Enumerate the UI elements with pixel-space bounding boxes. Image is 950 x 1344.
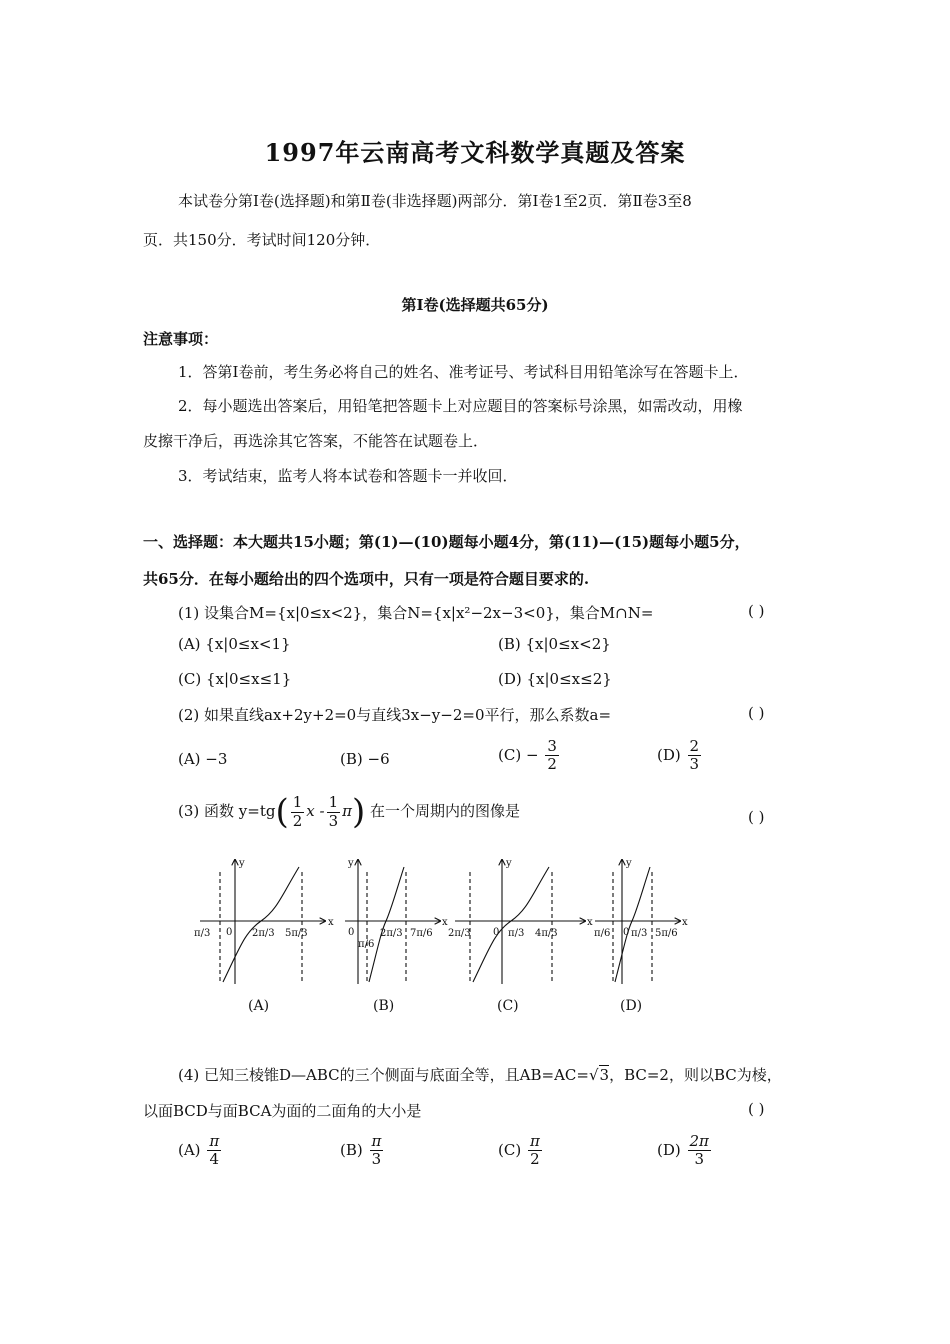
q2-option-c-label: (C) −: [498, 745, 539, 764]
graph-c-origin: 0: [493, 927, 500, 938]
section1-heading-cont: 共65分．在每小题给出的四个选项中，只有一项是符合题目要求的.: [143, 570, 590, 588]
q4-c-den: 2: [530, 1150, 540, 1169]
q3-answer-paren: ( ): [748, 808, 765, 826]
graph-c-tick-1: π/3: [508, 928, 525, 939]
graph-b-tick-3: 7π/6: [410, 928, 433, 939]
graph-d-tick-neg: π/6: [594, 928, 611, 939]
q3-number: (3): [178, 802, 200, 820]
graph-b-tick-2: 2π/3: [380, 928, 403, 939]
graph-label-d: (D): [620, 998, 643, 1014]
graph-b-tick-1: π/6: [358, 939, 375, 950]
intro-line-2: 页．共150分．考试时间120分钟．: [143, 231, 381, 249]
q2-option-c: [498, 738, 561, 774]
graph-c-x-axis-label: x: [587, 917, 593, 928]
q3-text-post: 在一个周期内的图像是: [370, 802, 521, 820]
graph-d-tick-2: 5π/6: [655, 928, 678, 939]
section1-heading: 一、选择题：本大题共15小题；第(1)—(10)题每小题4分，第(11)—(15)题每小题5分，: [143, 533, 750, 551]
graph-d-y-axis-label: y: [626, 858, 632, 869]
q1-stem: (1) 设集合M={x|0≤x<2}，集合N={x|x²−2x−3<0}，集合M∩N=: [178, 604, 654, 622]
q3-fraction-2: [327, 794, 341, 830]
sqrt-symbol: √: [588, 1066, 599, 1084]
q4-option-b-label: (B): [340, 1140, 363, 1159]
notice-item-3: 3．考试结束，监考人将本试卷和答题卡一并收回．: [178, 467, 518, 485]
graph-d-origin: 0: [623, 927, 630, 938]
graph-d: [595, 860, 680, 984]
graph-a-x-axis-label: x: [328, 917, 334, 928]
graph-a: [200, 860, 325, 984]
graph-label-c: (C): [497, 998, 519, 1014]
q4-option-b: [340, 1133, 385, 1169]
q2-answer-paren: ( ): [748, 704, 765, 722]
graph-b-y-axis-label: y: [348, 858, 354, 869]
q3-text-pre: 函数 y=tg: [204, 802, 276, 820]
q2-option-c-fraction: [545, 738, 559, 774]
q2-stem: (2) 如果直线ax+2y+2=0与直线3x−y−2=0平行，那么系数a=: [178, 706, 612, 724]
q3-graphs: [190, 852, 700, 1022]
q4-option-a-label: (A): [178, 1140, 201, 1159]
part1-heading: 第Ⅰ卷(选择题共65分): [401, 296, 549, 314]
q3-text-mid: x -: [306, 802, 325, 820]
notice-item-1: 1．答第Ⅰ卷前，考生务必将自己的姓名、准考证号、考试科目用铅笔涂写在答题卡上．: [178, 363, 749, 381]
q3-left-paren: (: [275, 792, 289, 832]
q4-option-c: [498, 1133, 544, 1169]
q4-sqrt-value: 3: [599, 1066, 610, 1084]
q1-option-c: (C) {x|0≤x≤1}: [178, 670, 292, 688]
q4-option-b-fraction: [370, 1133, 384, 1169]
graph-a-origin: 0: [226, 927, 233, 938]
q4-b-num: π: [371, 1132, 382, 1150]
q4-option-a: [178, 1133, 223, 1169]
q2-d-denominator: 3: [689, 755, 700, 774]
q2-option-d: [657, 738, 703, 774]
q2-d-numerator: 2: [689, 737, 700, 755]
q4-stem-pre: (4) 已知三棱锥D—ABC的三个侧面与底面全等，且AB=AC=: [178, 1066, 589, 1084]
q2-option-d-label: (D): [657, 745, 681, 764]
q1-option-a: (A) {x|0≤x<1}: [178, 635, 291, 653]
q1-option-b: (B) {x|0≤x<2}: [498, 635, 611, 653]
q4-stem-line-1: [178, 1064, 782, 1085]
q4-option-d-fraction: [688, 1133, 711, 1169]
notice-item-2: 2．每小题选出答案后，用铅笔把答题卡上对应题目的答案标号涂黑，如需改动，用橡: [178, 397, 743, 415]
q2-option-d-fraction: [688, 738, 702, 774]
q4-option-c-fraction: [528, 1133, 542, 1169]
q4-a-den: 4: [209, 1150, 220, 1169]
notice-item-2-cont: 皮擦干净后，再选涂其它答案，不能答在试题卷上．: [143, 432, 489, 450]
graph-d-tick-1: π/3: [631, 928, 648, 939]
q3-right-paren: ): [352, 792, 366, 832]
q2-c-denominator: 2: [547, 755, 557, 774]
graph-b-x-axis-label: x: [442, 917, 448, 928]
q4-option-d-label: (D): [657, 1140, 681, 1159]
graph-a-tick-neg: π/3: [194, 928, 211, 939]
graph-a-tick-2: 5π/3: [285, 928, 308, 939]
q4-stem-post: ，BC=2，则以BC为棱，: [609, 1066, 782, 1084]
q4-c-num: π: [529, 1132, 540, 1150]
q4-stem-line-2: 以面BCD与面BCA为面的二面角的大小是: [143, 1102, 422, 1120]
graph-d-x-axis-label: x: [682, 917, 688, 928]
q4-b-den: 3: [371, 1150, 382, 1169]
graph-label-b: (B): [373, 998, 395, 1014]
q3-stem: [178, 792, 520, 832]
graph-c-tick-neg: 2π/3: [448, 928, 471, 939]
q4-a-num: π: [209, 1132, 220, 1150]
graph-a-y-axis-label: y: [239, 858, 245, 869]
q3-f1-num: 1: [292, 793, 303, 812]
q2-c-numerator: 3: [547, 737, 557, 755]
intro-line-1: 本试卷分第Ⅰ卷(选择题)和第Ⅱ卷(非选择题)两部分．第Ⅰ卷1至2页．第Ⅱ卷3至8: [178, 192, 692, 210]
graph-c: [455, 860, 585, 984]
q2-option-b: (B) −6: [340, 750, 390, 768]
q4-d-den: 3: [694, 1150, 704, 1169]
q1-option-d: (D) {x|0≤x≤2}: [498, 670, 612, 688]
q4-option-a-fraction: [207, 1133, 221, 1169]
page-title: 1997年云南高考文科数学真题及答案: [264, 138, 686, 167]
q3-f2-den: 3: [328, 811, 339, 830]
graph-c-y-axis-label: y: [506, 858, 512, 869]
graph-b: [345, 860, 440, 984]
q4-option-c-label: (C): [498, 1140, 522, 1159]
q4-option-d: [657, 1133, 713, 1169]
q4-d-num: 2π: [689, 1132, 709, 1150]
q3-fraction-1: [291, 794, 305, 830]
q3-f1-den: 2: [292, 811, 303, 830]
graph-label-a: (A): [248, 998, 270, 1014]
q1-answer-paren: ( ): [748, 602, 765, 620]
notice-heading: 注意事项：: [143, 330, 219, 348]
q4-answer-paren: ( ): [748, 1100, 765, 1118]
graph-a-tick-1: 2π/3: [252, 928, 275, 939]
graph-b-origin: 0: [348, 927, 355, 938]
q3-pi: π: [342, 802, 352, 820]
q2-option-a: (A) −3: [178, 750, 228, 768]
q3-f2-num: 1: [328, 793, 339, 812]
graph-c-tick-2: 4π/3: [535, 928, 558, 939]
